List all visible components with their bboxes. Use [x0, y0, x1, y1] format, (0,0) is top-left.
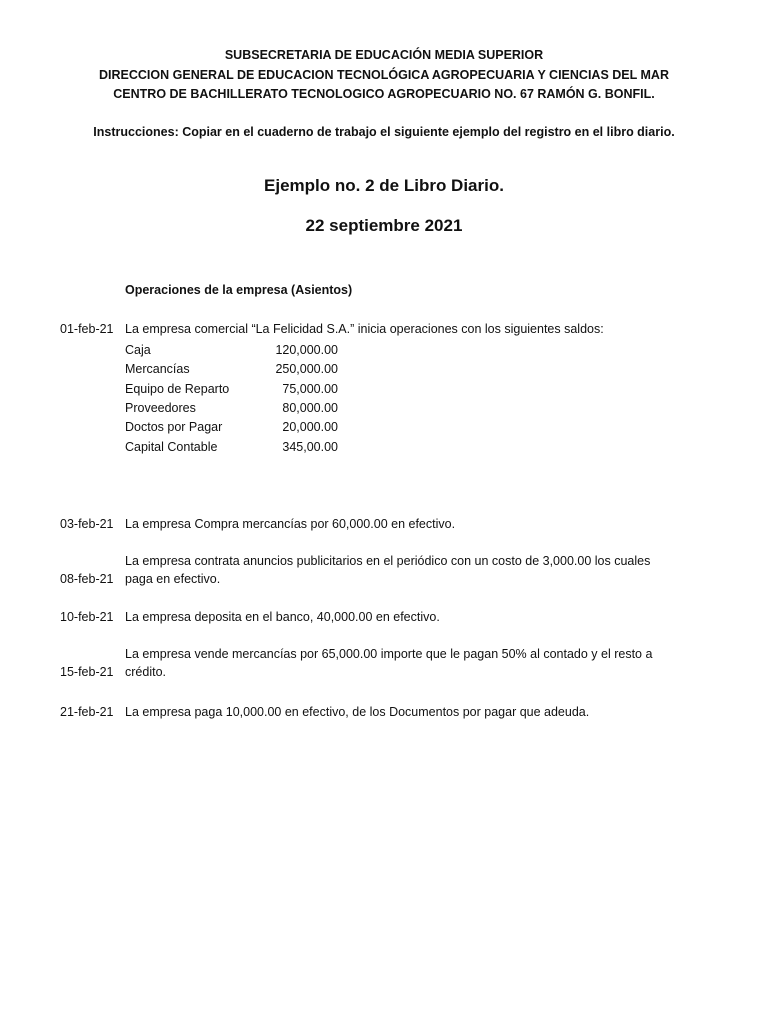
balance-amount: 20,000.00	[282, 420, 338, 434]
operation-text: La empresa deposita en el banco, 40,000.00 en efectivo.	[125, 610, 440, 624]
balance-amount: 250,000.00	[275, 362, 338, 376]
operation-date: 21-feb-21	[60, 705, 114, 719]
balance-amount: 75,000.00	[282, 382, 338, 396]
operation-date: 01-feb-21	[60, 322, 114, 336]
operation-text: La empresa paga 10,000.00 en efectivo, de los Documentos por pagar que adeuda.	[125, 705, 590, 719]
header-line-2: DIRECCION GENERAL DE EDUCACION TECNOLÓGICA AGROPECUARIA Y CIENCIAS DEL MAR	[99, 68, 669, 82]
date-title: 22 septiembre 2021	[305, 216, 463, 235]
header-line-1: SUBSECRETARIA DE EDUCACIÓN MEDIA SUPERIOR	[224, 48, 544, 62]
operation-text: La empresa comercial “La Felicidad S.A.” inicia operaciones con los siguientes saldos:	[125, 322, 604, 336]
balance-name: Doctos por Pagar	[125, 420, 223, 434]
balance-name: Caja	[125, 343, 151, 357]
operation-text: La empresa vende mercancías por 65,000.00 importe que le pagan 50% al contado y el resto a crédito.	[125, 647, 653, 679]
balance-name: Mercancías	[125, 362, 190, 376]
header-line-3: CENTRO DE BACHILLERATO TECNOLOGICO AGROPECUARIO NO. 67 RAMÓN G. BONFIL.	[113, 87, 655, 101]
balance-amount: 80,000.00	[282, 401, 338, 415]
balance-name: Equipo de Reparto	[125, 382, 230, 396]
balance-name: Capital Contable	[125, 440, 218, 454]
operation-date: 08-feb-21	[60, 572, 114, 586]
operation-text: La empresa Compra mercancías por 60,000.00 en efectivo.	[125, 517, 456, 531]
instructions: Instrucciones: Copiar en el cuaderno de trabajo el siguiente ejemplo del registro en el libro diario.	[93, 125, 675, 139]
operation-date: 15-feb-21	[60, 665, 114, 679]
section-title: Operaciones de la empresa (Asientos)	[125, 283, 353, 297]
page-title: Ejemplo no. 2 de Libro Diario.	[264, 176, 504, 195]
balance-name: Proveedores	[125, 401, 196, 415]
operation-date: 10-feb-21	[60, 610, 114, 624]
operation-text: La empresa contrata anuncios publicitarios en el periódico con un costo de 3,000.00 los cuales paga en efectivo.	[125, 554, 651, 586]
operation-date: 03-feb-21	[60, 517, 114, 531]
balance-amount: 345,00.00	[282, 440, 338, 454]
balance-amount: 120,000.00	[275, 343, 338, 357]
